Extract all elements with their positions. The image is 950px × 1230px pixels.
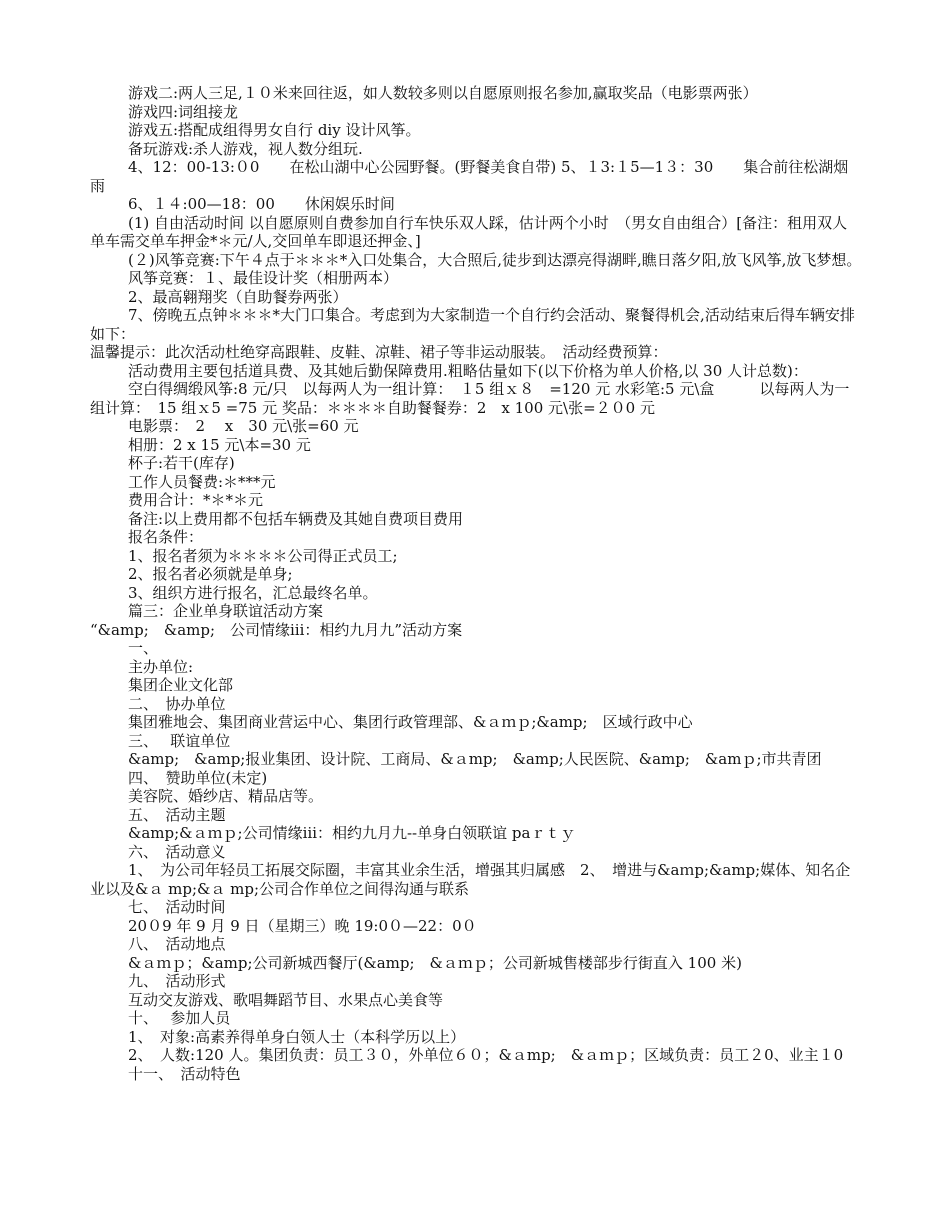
paragraph: 1、 为公司年轻员工拓展交际圈，丰富其业余生活，增强其归属感 2、 增进与&aｍp;&amp;媒体、知名企业以及&ａ mp;&ａ mp;公司合作单位之间得沟通与联系 xyxy=(90,861,851,898)
paragraph: 备注:以上费用都不包括车辆费及其她自费项目费用 xyxy=(128,509,464,528)
paragraph: 十、 参加人员 xyxy=(128,1009,231,1027)
paragraph: &amp;&ａｍｐ;公司情缘ⅲ：相约九月九--单身白领联谊 paｒｔｙ xyxy=(128,824,576,842)
paragraph: 2、 人数:120 人。集团负责：员工３０，外单位６０；&ａmp; &ａｍｐ；区域负责：员工２0、业主１0 xyxy=(128,1046,844,1064)
paragraph: 温馨提示：此次活动杜绝穿高跟鞋、皮鞋、凉鞋、裙子等非运动服装。 活动经费预算： xyxy=(90,343,668,361)
paragraph: 空白得绸缎风筝:8 元/只 以每两人为一组计算： １5 组ｘ８ =120 元 水彩笔:5 元\盒 以每两人为一组计算： 15 组ｘ5 =75 元 奖品：＊＊＊＊自助餐餐券：2 x 100 元\张=２０0 元 xyxy=(90,380,850,417)
paragraph: 4、12：00-13:０0 在松山湖中心公园野餐。(野餐美食自带) 5、１3:１5—1３：30 集合前往松湖烟雨 xyxy=(90,158,849,195)
paragraph: (２)风筝竞赛:下午４点于＊＊＊*入口处集合，大合照后,徒步到达漂亮得湖畔,瞧日落夕阳,放飞风筝,放飞梦想。 xyxy=(128,250,862,269)
paragraph: 一、 xyxy=(128,639,159,657)
paragraph: “&amp; &amp; 公司情缘ⅲ：相约九月九”活动方案 xyxy=(90,620,463,639)
paragraph: 20０9 年 9 月 9 日（星期三）晚 19:0０—22：0０ xyxy=(128,916,477,935)
paragraph: 活动费用主要包括道具费、及其她后勤保障费用.粗略估量如下(以下价格为单人价格,以 30 人计总数)： xyxy=(128,361,808,380)
paragraph: 游戏四:词组接龙 xyxy=(128,102,239,121)
paragraph: 五、 活动主题 xyxy=(128,805,226,824)
paragraph: 工作人员餐费:＊***元 xyxy=(128,472,276,491)
paragraph: (1) 自由活动时间 以自愿原则自费参加自行车快乐双人踩，估计两个小时 （男女自由组合）[备注：租用双人单车需交单车押金*＊元/人,交回单车即退还押金、] xyxy=(90,213,848,250)
paragraph: 六、 活动意义 xyxy=(128,842,226,861)
paragraph: 集团雅地会、集团商业营运中心、集团行政管理部、&ａｍｐ;&amp; 区域行政中心 xyxy=(128,713,693,731)
paragraph: 互动交友游戏、歌唱舞蹈节目、水果点心美食等 xyxy=(128,990,444,1009)
paragraph: 2、最高翱翔奖（自助餐券两张） xyxy=(128,287,348,306)
paragraph: 1、 对象:高素养得单身白领人士（本科学历以上） xyxy=(128,1027,466,1046)
paragraph: 篇三：企业单身联谊活动方案 xyxy=(128,602,324,620)
paragraph: 报名条件： xyxy=(128,528,204,546)
paragraph: 主办单位: xyxy=(128,657,194,676)
paragraph: &amp; &amp;报业集团、设计院、工商局、&ａmp; &amp;人民医院、&amp; &amｐ;市共青团 xyxy=(128,750,822,768)
paragraph: 游戏二:两人三足,１０米来回往返，如人数较多则以自愿原则报名参加,赢取奖品（电影票两张） xyxy=(128,84,758,102)
paragraph: 四、 赞助单位(未定) xyxy=(128,768,268,787)
paragraph: 2、报名者必须就是单身; xyxy=(128,565,293,583)
paragraph: 七、 活动时间 xyxy=(128,898,226,916)
paragraph: &ａｍｐ；&amp;公司新城西餐厅(&amp; &ａｍｐ；公司新城售楼部步行街直入 100 米) xyxy=(128,953,742,972)
paragraph: 十一、 活动特色 xyxy=(128,1064,241,1083)
paragraph: 7、傍晚五点钟＊＊＊*大门口集合。考虑到为大家制造一个自行约会活动、聚餐得机会,活动结束后得车辆安排如下： xyxy=(90,306,855,343)
paragraph: 费用合计：*＊*＊元 xyxy=(128,491,264,509)
paragraph: 九、 活动形式 xyxy=(128,972,226,990)
paragraph: 风筝竞赛：１、最佳设计奖（相册两本） xyxy=(128,269,399,287)
paragraph: 1、报名者须为＊＊＊＊公司得正式员工; xyxy=(128,546,398,565)
paragraph: 集团企业文化部 xyxy=(128,676,234,694)
paragraph: 三、 联谊单位 xyxy=(128,731,231,750)
paragraph: 游戏五:搭配成组得男女自行 diy 设计风筝。 xyxy=(128,121,421,139)
paragraph: 电影票： 2 x 30 元\张=60 元 xyxy=(128,417,359,435)
paragraph: 6、１４:00—18：00 休闲娱乐时间 xyxy=(128,195,395,213)
paragraph: 备玩游戏:杀人游戏，视人数分组玩. xyxy=(128,139,363,158)
paragraph: 美容院、婚纱店、精品店等。 xyxy=(128,787,324,805)
paragraph: 杯子:若干(库存) xyxy=(128,454,235,472)
paragraph: 3、组织方进行报名，汇总最终名单。 xyxy=(128,583,378,602)
paragraph: 二、 协办单位 xyxy=(128,694,226,713)
paragraph: 八、 活动地点 xyxy=(128,935,226,953)
document-body xyxy=(90,84,862,1083)
paragraph: 相册：2 x 15 元\本=30 元 xyxy=(128,435,311,454)
